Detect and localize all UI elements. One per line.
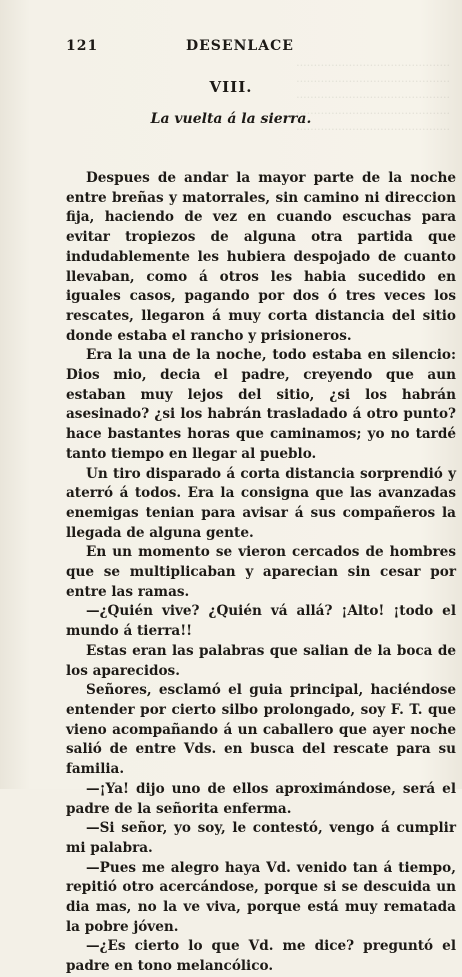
running-title: DESENLACE (186, 38, 294, 54)
paragraph: Estas eran las palabras que salian de la boca de los aparecidos. (66, 642, 456, 679)
paragraph: Despues de andar la mayor parte de la noche entre breñas y matorrales, sin camino ni direccion fija, haciendo de vez en cuando escuchas para evitar tropiezos de alguna otra partida que indudablemente les hubiera despojado de cuanto llevaban, como á otros les habia sucedido en iguales casos, pagando por dos ó tres veces los rescates, llegaron á muy corta distancia del sitio donde estaba el rancho y prisioneros. (66, 170, 456, 344)
bleed-through-text: ············································ ············································ ············································ ············································ ············································ (296, 59, 450, 136)
paragraph: —¿Quién vive? ¿Quién vá allá? ¡Alto! ¡todo el mundo á tierra!! (66, 603, 456, 640)
paragraph: —¿Es cierto lo que Vd. me dice? preguntó el padre en tono melancólico. (66, 938, 456, 975)
paragraph: Un tiro disparado á corta distancia sorprendió y aterró á todos. Era la consigna que las avanzadas enemigas tenian para avisar á sus compañeros la llegada de alguna gente. (66, 465, 456, 541)
paragraph: —Si señor, yo soy, le contestó, vengo á cumplir mi palabra. (66, 820, 456, 856)
paragraph: En un momento se vieron cercados de hombres que se multiplicaban y aparecian sin cesar por entre las ramas. (66, 544, 456, 600)
paragraph: —Pues me alegro haya Vd. venido tan á tiempo, repitió otro acercándose, porque si se descuida un dia mas, no la ve viva, porque está muy rematada la pobre jóven. (66, 859, 456, 935)
paragraph: Señores, esclamó el guia principal, haciéndose entender por cierto silbo prolongado, soy F. T. que vieno acompañando á un caballero que ayer noche salió de entre Vds. en busca del rescate para su familia. (66, 682, 456, 778)
chapter-title: La vuelta á la sierra. (150, 111, 312, 127)
paragraph: Era la una de la noche, todo estaba en silencio: Dios mio, decia el padre, creyendo que aun estaban muy lejos del sitio, ¿si los habrán asesinado? ¿si los habrán trasladado á otro punto? hace bastantes horas que caminamos; yo no tardé tanto tiempo en llegar al pueblo. (66, 347, 456, 462)
page-number: 121 (66, 38, 99, 54)
page-header (66, 38, 366, 58)
chapter-number: VIII. (209, 78, 253, 96)
paragraph: —¡Ya! dijo uno de ellos aproximándose, será el padre de la señorita enferma. (66, 780, 456, 817)
body-text (66, 169, 456, 977)
